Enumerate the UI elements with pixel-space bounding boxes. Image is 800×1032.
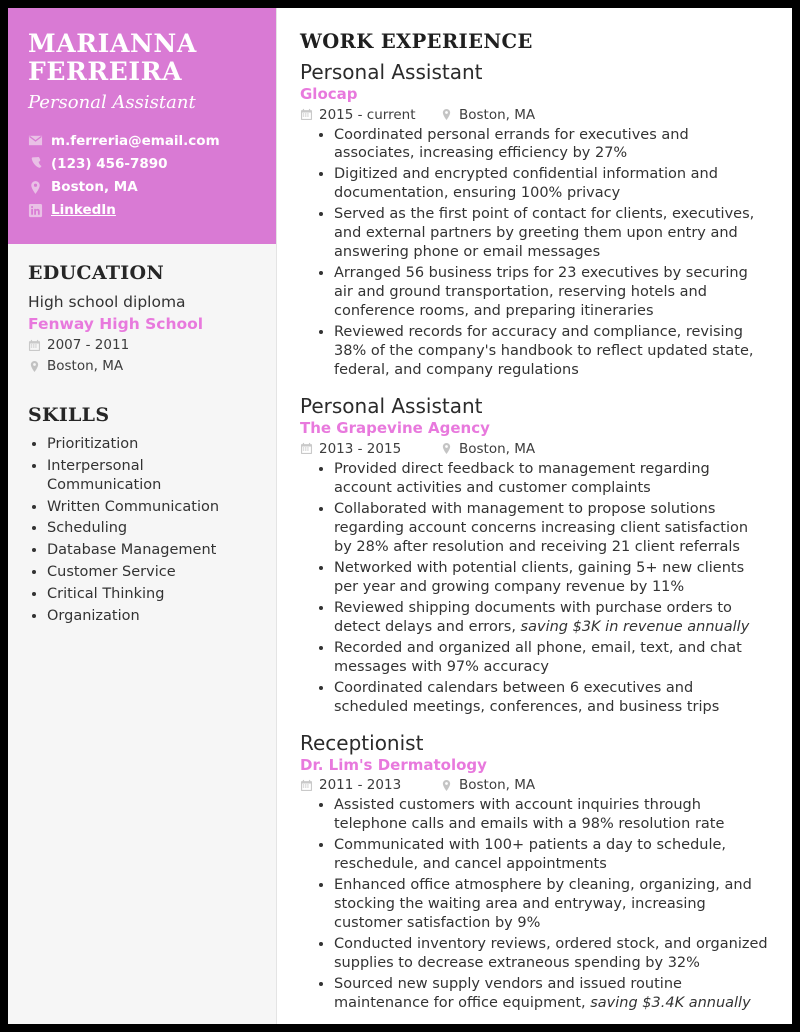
education-location-row [28, 357, 256, 377]
education-school: Fenway High School [28, 314, 204, 333]
job-bullet-list [300, 126, 770, 381]
job-company: Glocap [300, 85, 358, 103]
job-dates: 2011 - 2013 [319, 777, 402, 794]
job-role: Personal Assistant [300, 60, 483, 84]
candidate-title: Personal Assistant [28, 92, 196, 113]
job-bullet-list [300, 460, 770, 717]
job-list [300, 60, 770, 1013]
job-bullet: • Collaborated with management to propose solutions regarding account concerns increasing client satisfaction by 28% after resolution and receiving 21 client referrals [334, 500, 770, 557]
skill-item: • Prioritization [47, 435, 256, 454]
job-company: Dr. Lim's Dermatology [300, 755, 487, 774]
contact-phone[interactable] [28, 155, 256, 173]
contact-linkedin[interactable] [28, 201, 256, 219]
job-dates: 2013 - 2015 [319, 440, 402, 457]
job-entry [300, 394, 770, 716]
resume-page [8, 8, 792, 1024]
calendar-icon [300, 779, 313, 792]
skill-item: • Customer Service [47, 563, 256, 582]
job-location-cell [440, 107, 535, 123]
job-dates: 2015 - current [319, 106, 416, 123]
skill-item: • Organization [47, 607, 256, 626]
calendar-icon [300, 442, 313, 455]
job-role: Personal Assistant [300, 394, 483, 419]
skill-item: • Written Communication [47, 498, 256, 517]
job-location: Boston, MA [459, 106, 536, 123]
skill-item: • Critical Thinking [47, 585, 256, 604]
job-bullet: • Reviewed records for accuracy and compliance, revising 38% of the company's handbook to reflect updated state, federal, and company regulations [334, 323, 770, 380]
job-bullet: • Arranged 56 business trips for 23 executives by securing air and ground transportation, reserving hotels and conference rooms, and preparing itineraries [334, 264, 770, 321]
job-dates-cell [300, 107, 440, 123]
candidate-name: MARIANNA FERREIRA [28, 29, 197, 86]
job-location: Boston, MA [459, 777, 536, 794]
skill-item: • Interpersonal Communication [47, 457, 256, 495]
phone-icon [28, 156, 43, 171]
job-bullet: • Enhanced office atmosphere by cleaning, organizing, and stocking the waiting area and entryway, increasing customer satisfaction by 9% [334, 876, 770, 933]
job-location-cell [440, 777, 535, 793]
job-bullet: • Conducted inventory reviews, ordered stock, and organized supplies to decrease extraneous spending by 32% [334, 935, 770, 973]
calendar-icon [300, 108, 313, 121]
envelope-icon [28, 133, 43, 148]
location-pin-icon [28, 360, 41, 373]
job-dates-cell [300, 441, 440, 457]
contact-location [28, 178, 256, 196]
job-entry [300, 731, 770, 1013]
location-pin-icon [440, 108, 453, 121]
job-bullet: • Communicated with 100+ patients a day to schedule, reschedule, and cancel appointments [334, 836, 770, 874]
contact-linkedin-label[interactable]: LinkedIn [51, 202, 116, 219]
job-bullet: • Coordinated calendars between 6 executives and scheduled meetings, conferences, and business trips [334, 679, 770, 717]
skills-heading: SKILLS [28, 404, 110, 427]
location-pin-icon [28, 180, 43, 195]
job-bullet: • Coordinated personal errands for executives and associates, increasing efficiency by 27% [334, 126, 770, 164]
job-meta [300, 441, 770, 457]
education-dates: 2007 - 2011 [47, 336, 130, 353]
contact-email-label: m.ferreria@email.com [51, 132, 220, 149]
job-bullet: • Provided direct feedback to management regarding account activities and customer complaints [334, 460, 770, 498]
skills-list [28, 435, 256, 626]
job-location: Boston, MA [459, 440, 536, 457]
job-bullet: • Recorded and organized all phone, email, text, and chat messages with 97% accuracy [334, 639, 770, 677]
sidebar [8, 8, 277, 1024]
job-bullet: • Sourced new supply vendors and issued routine maintenance for office equipment, saving $3.4K annually [334, 975, 770, 1013]
education-section [28, 262, 256, 376]
calendar-icon [28, 339, 41, 352]
job-location-cell [440, 441, 535, 457]
sidebar-body [8, 244, 276, 628]
skill-item: • Database Management [47, 541, 256, 560]
contact-phone-label: (123) 456-7890 [51, 155, 168, 172]
education-heading: EDUCATION [28, 262, 164, 285]
location-pin-icon [440, 779, 453, 792]
job-bullet-list [300, 796, 770, 1013]
job-meta [300, 777, 770, 793]
work-experience-column [277, 8, 792, 1024]
job-bullet: • Reviewed shipping documents with purchase orders to detect delays and errors, saving $3K in revenue annually [334, 599, 770, 637]
job-dates-cell [300, 777, 440, 793]
job-bullet: • Networked with potential clients, gaining 5+ new clients per year and growing company revenue by 11% [334, 559, 770, 597]
education-degree: High school diploma [28, 293, 186, 312]
work-experience-heading: WORK EXPERIENCE [300, 30, 533, 53]
job-role: Receptionist [300, 730, 424, 755]
job-bullet: • Served as the first point of contact for clients, executives, and external partners by greeting them upon entry and answering phone or email messages [334, 205, 770, 262]
education-location: Boston, MA [47, 357, 124, 374]
skill-item: • Scheduling [47, 519, 256, 538]
job-company: The Grapevine Agency [300, 419, 490, 438]
skills-section [28, 404, 256, 626]
location-pin-icon [440, 442, 453, 455]
contact-location-label: Boston, MA [51, 179, 138, 196]
contact-email[interactable] [28, 132, 256, 150]
linkedin-icon [28, 203, 43, 218]
job-bullet: • Digitized and encrypted confidential information and documentation, ensuring 100% privacy [334, 165, 770, 203]
education-dates-row [28, 336, 256, 356]
job-bullet: • Assisted customers with account inquiries through telephone calls and emails with a 98% resolution rate [334, 796, 770, 834]
identity-header [8, 8, 276, 244]
contact-list [28, 132, 256, 220]
job-entry [300, 60, 770, 380]
job-meta [300, 107, 770, 123]
